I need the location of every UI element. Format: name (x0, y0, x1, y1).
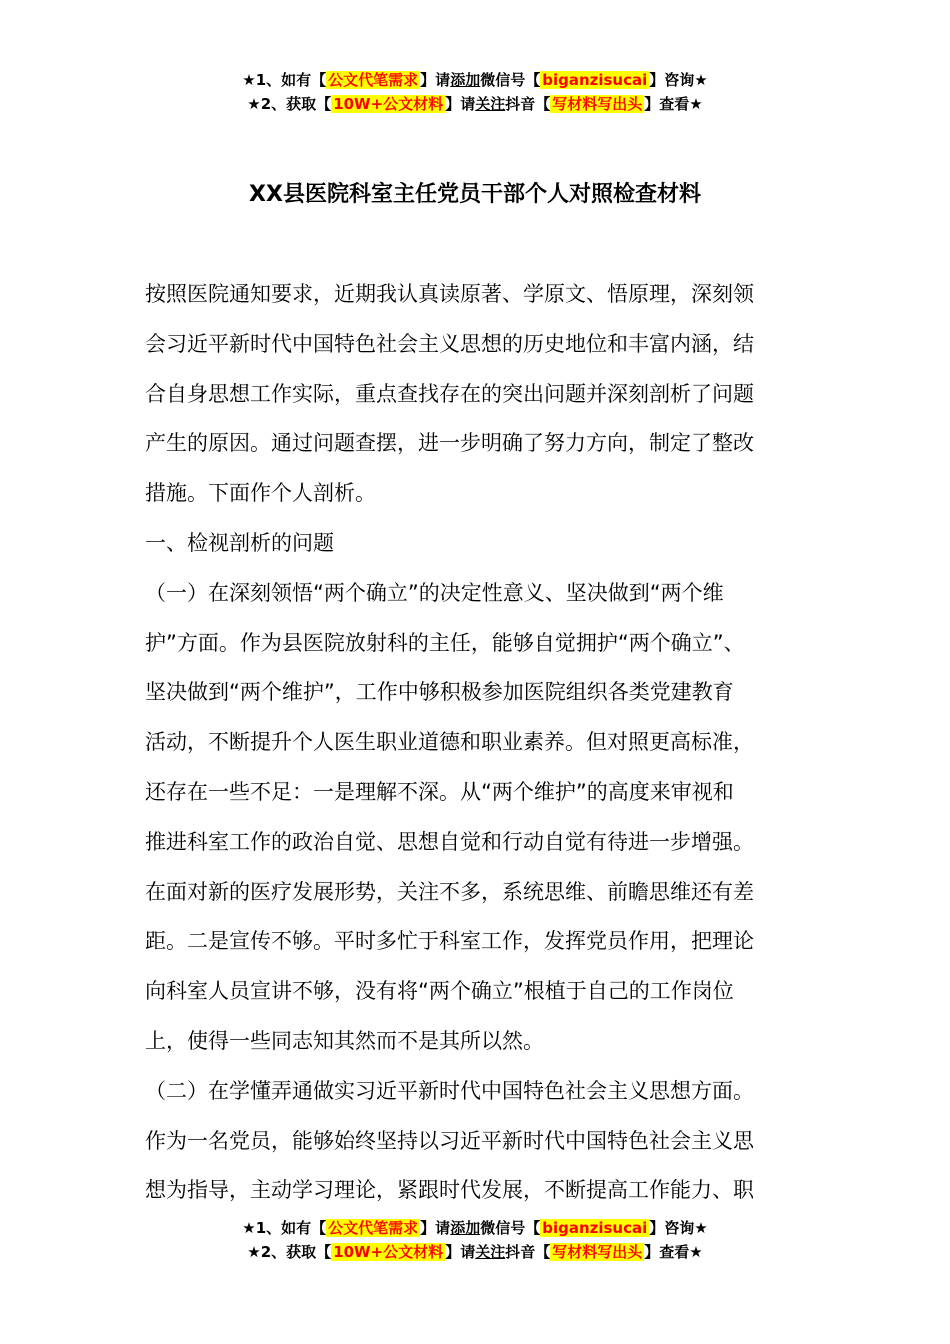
header-banner (0, 68, 950, 116)
body-line: 还存在一些不足：一是理解不深。从“两个维护”的高度来审视和 (145, 779, 734, 804)
banner-underlined: 关注 (475, 1243, 506, 1261)
body-line: 坚决做到“两个维护”，工作中够积极参加医院组织各类党建教育 (145, 680, 734, 705)
banner-text: 】请 (420, 71, 451, 89)
body-line: （二）在学懂弄通做实习近平新时代中国特色社会主义思想方面。 (145, 1078, 754, 1103)
body-line: 护”方面。作为县医院放射科的主任，能够自觉拥护“两个确立”、 (145, 630, 745, 655)
footer-banner (0, 1216, 950, 1264)
body-line: 作为一名党员，能够始终坚持以习近平新时代中国特色社会主义思 (145, 1128, 754, 1153)
banner-text: 】咨询★ (649, 1219, 708, 1237)
banner-underlined: 关注 (475, 95, 506, 113)
banner-highlight: 10W+公文材料 (333, 95, 444, 113)
banner-text: 抖音【 (505, 1243, 551, 1261)
body-line: 措施。下面作个人剖析。 (145, 481, 376, 506)
body-line: 想为指导，主动学习理论，紧跟时代发展，不断提高工作能力、职 (145, 1178, 754, 1203)
banner-underlined: 添加 (450, 71, 481, 89)
banner-line-2 (0, 1240, 950, 1264)
banner-highlight: biganzisucai (542, 1219, 648, 1237)
banner-highlight: 写材料写出头 (552, 95, 643, 113)
banner-highlight: biganzisucai (542, 71, 648, 89)
banner-text: ★2、获取【 (247, 95, 332, 113)
body-line: 在面对新的医疗发展形势，关注不多，系统思维、前瞻思维还有差 (145, 879, 754, 904)
body-line: （一）在深刻领悟“两个确立”的决定性意义、坚决做到“两个维 (145, 580, 724, 605)
body-line: 活动，不断提升个人医生职业道德和职业素养。但对照更高标准， (145, 730, 754, 755)
banner-text: 】查看★ (644, 95, 703, 113)
banner-text: ★1、如有【 (242, 71, 327, 89)
banner-text: 】请 (445, 1243, 476, 1261)
body-line: 上，使得一些同志知其然而不是其所以然。 (145, 1028, 544, 1053)
body-line: 距。二是宣传不够。平时多忙于科室工作，发挥党员作用，把理论 (145, 929, 754, 954)
body-line: 向科室人员宣讲不够，没有将“两个确立”根植于自己的工作岗位 (145, 979, 734, 1004)
banner-highlight: 写材料写出头 (552, 1243, 643, 1261)
banner-text: 微信号【 (480, 71, 541, 89)
banner-text: 抖音【 (505, 95, 551, 113)
body-line: 合自身思想工作实际，重点查找存在的突出问题并深刻剖析了问题 (145, 381, 754, 406)
banner-text: 】请 (420, 1219, 451, 1237)
banner-text: 】请 (445, 95, 476, 113)
banner-line-2 (0, 92, 950, 116)
banner-text: 微信号【 (480, 1219, 541, 1237)
body-line: 按照医院通知要求，近期我认真读原著、学原文、悟原理，深刻领 (145, 282, 754, 306)
body-line: 一、检视剖析的问题 (145, 530, 334, 555)
body-line: 推进科室工作的政治自觉、思想自觉和行动自觉有待进一步增强。 (145, 829, 754, 854)
banner-text: ★2、获取【 (247, 1243, 332, 1261)
document-title: XX县医院科室主任党员干部个人对照检查材料 (249, 182, 701, 207)
body-line: 会习近平新时代中国特色社会主义思想的历史地位和丰富内涵，结 (145, 331, 754, 356)
banner-line-1 (0, 1216, 950, 1240)
body-line: 产生的原因。通过问题查摆，进一步明确了努力方向，制定了整改 (145, 431, 754, 456)
banner-underlined: 添加 (450, 1219, 481, 1237)
banner-highlight: 公文代笔需求 (328, 1219, 419, 1237)
banner-text: 】咨询★ (649, 71, 708, 89)
banner-highlight: 公文代笔需求 (328, 71, 419, 89)
banner-highlight: 10W+公文材料 (333, 1243, 444, 1261)
banner-text: 】查看★ (644, 1243, 703, 1261)
banner-line-1 (0, 68, 950, 92)
document-body (145, 270, 805, 1216)
banner-text: ★1、如有【 (242, 1219, 327, 1237)
